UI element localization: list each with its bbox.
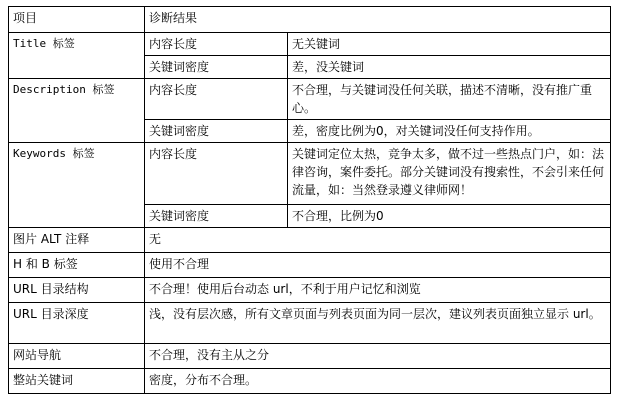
table-row — [9, 344, 611, 369]
row-label: H 和 B 标签 — [9, 253, 145, 278]
result-cell: 不合理，比例为0 — [288, 205, 611, 228]
result-cell: 密度，分布不合理。 — [145, 369, 611, 394]
sub-item: 内容长度 — [145, 143, 288, 205]
result-cell: 不合理，没有主从之分 — [145, 344, 611, 369]
result-cell: 无 — [145, 228, 611, 253]
table-row — [9, 278, 611, 303]
result-cell: 差，密度比例为0，对关键词没任何支持作用。 — [288, 120, 611, 143]
sub-item: 内容长度 — [145, 33, 288, 56]
sub-item: 关键词密度 — [145, 56, 288, 79]
table-row — [9, 228, 611, 253]
title-tag-label: Title 标签 — [9, 33, 145, 79]
row-label: 网站导航 — [9, 344, 145, 369]
sub-item: 关键词密度 — [145, 120, 288, 143]
table-row — [9, 253, 611, 278]
row-label: URL 目录深度 — [9, 303, 145, 344]
table-row — [9, 303, 611, 344]
header-row — [9, 7, 611, 33]
result-cell: 不合理！使用后台动态 url，不利于用户记忆和浏览 — [145, 278, 611, 303]
table-row — [9, 79, 611, 120]
table-row — [9, 33, 611, 56]
row-label: 图片 ALT 注释 — [9, 228, 145, 253]
seo-diagnosis-table — [8, 6, 611, 394]
row-label: URL 目录结构 — [9, 278, 145, 303]
header-result: 诊断结果 — [145, 7, 611, 33]
result-cell: 浅，没有层次感，所有文章页面与列表页面为同一层次，建议列表页面独立显示 url。 — [145, 303, 611, 344]
sub-item: 内容长度 — [145, 79, 288, 120]
row-label: 整站关键词 — [9, 369, 145, 394]
result-cell: 关键词定位太热，竞争太多，做不过一些热点门户，如：法律咨询，案件委托。部分关键词没有搜索性，不会引来任何流量，如：当然登录遵义律师网！ — [288, 143, 611, 205]
header-item: 项目 — [9, 7, 145, 33]
description-tag-label: Description 标签 — [9, 79, 145, 143]
sub-item: 关键词密度 — [145, 205, 288, 228]
result-cell: 使用不合理 — [145, 253, 611, 278]
result-cell: 无关键词 — [288, 33, 611, 56]
table-row — [9, 369, 611, 394]
result-cell: 差，没关键词 — [288, 56, 611, 79]
result-cell: 不合理，与关键词没任何关联，描述不清晰，没有推广重心。 — [288, 79, 611, 120]
table-row — [9, 143, 611, 205]
keywords-tag-label: Keywords 标签 — [9, 143, 145, 228]
